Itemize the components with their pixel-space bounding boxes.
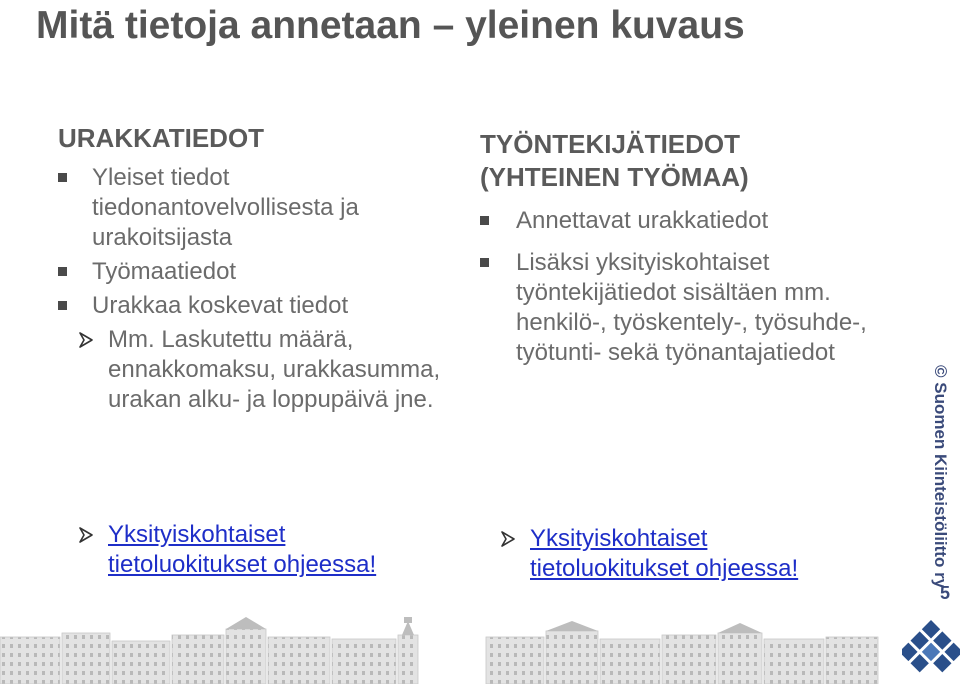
page-number: 5 — [940, 583, 951, 603]
bullet-text: Lisäksi yksityiskohtaiset työntekijätiedot sisältäen mm. henkilö-, työskentely-, työsuhde-, työtunti- sekä työnantajatiedot — [516, 249, 867, 366]
bullet-text: Yleiset tiedot tiedonantovelvollisesta ja urakoitsijasta — [92, 164, 359, 251]
link-line[interactable]: tietoluokitukset ohjeessa! — [108, 551, 377, 578]
left-column — [58, 122, 458, 419]
right-heading-line: TYÖNTEKIJÄTIEDOT — [480, 129, 741, 159]
square-bullet-icon — [480, 258, 489, 267]
square-bullet-icon — [480, 216, 489, 225]
right-column — [480, 128, 920, 380]
list-item — [58, 257, 458, 287]
link-line[interactable]: tietoluokitukset ohjeessa! — [530, 555, 799, 582]
arrow-bullet-icon — [78, 527, 94, 543]
link-line[interactable]: Yksityiskohtaiset — [530, 525, 708, 552]
sub-bullet-text: Mm. Laskutettu määrä, ennakkomaksu, urakkasumma, urakan alku- ja loppupäivä jne. — [108, 326, 441, 413]
diamond-logo-icon — [902, 620, 960, 684]
details-link-right[interactable] — [480, 524, 920, 584]
square-bullet-icon — [58, 267, 67, 276]
list-item — [58, 291, 458, 321]
left-heading: URAKKATIEDOT — [58, 123, 265, 153]
copyright-text: © Suomen Kiinteistöliitto ry — [931, 365, 950, 589]
bullet-text: Urakkaa koskevat tiedot — [92, 292, 349, 319]
right-heading — [480, 128, 920, 194]
details-link-left[interactable] — [58, 520, 458, 580]
square-bullet-icon — [58, 173, 67, 182]
list-item — [480, 248, 886, 368]
arrow-bullet-icon — [500, 531, 516, 547]
right-bullet-list — [480, 206, 920, 368]
city-skyline-illustration — [0, 615, 900, 684]
square-bullet-icon — [58, 301, 67, 310]
page-title: Mitä tietoja annetaan – yleinen kuvaus — [36, 4, 745, 47]
list-item — [58, 163, 458, 253]
arrow-bullet-icon — [78, 332, 94, 348]
list-item — [58, 325, 448, 415]
right-heading-line: (YHTEINEN TYÖMAA) — [480, 162, 749, 192]
link-line[interactable]: Yksityiskohtaiset — [108, 521, 286, 548]
left-bullet-list — [58, 163, 458, 415]
bullet-text: Annettavat urakkatiedot — [516, 207, 769, 234]
bullet-text: Työmaatiedot — [92, 258, 237, 285]
list-item — [480, 206, 920, 236]
